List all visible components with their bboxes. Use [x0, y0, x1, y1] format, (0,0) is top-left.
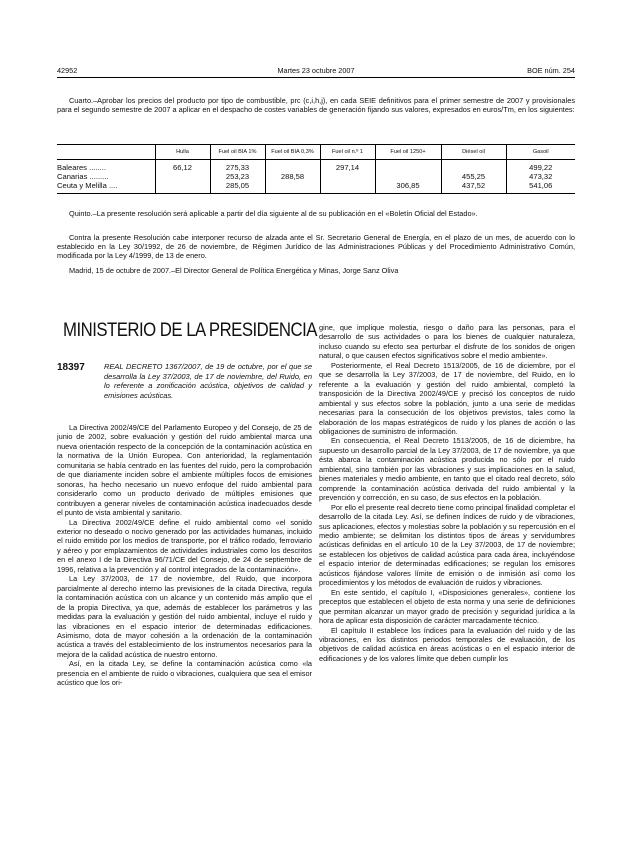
- body-paragraph: La Directiva 2002/49/CE del Parlamento Europeo y del Consejo, de 25 de junio de 2002, sobre evaluación y gestión del ruido ambiental marca una nueva orientación respecto de la concepción de la contaminación acústica en la normativa de la Unión Europea. Con anterioridad, la reglamentación comunitaria se había centrado en las fuentes del ruido, pero la comprobación de que diariamente inciden sobre el ambiente múltiples focos de emisiones sonoras, ha hecho necesario un nuevo enfoque del ruido ambiental para considerarlo como un producto derivado de múltiples emisiones que contribuyen a generar niveles de contaminación acústica inadecuados desde el punto de vista ambiental y sanitario.: [57, 423, 312, 518]
- gasoil-cell: [506, 160, 575, 194]
- quinto-paragraph: Quinto.–La presente resolución será aplicable a partir del día siguiente al de su publicación en el «Boletín Oficial del Estado».: [69, 209, 478, 218]
- fuel-1250-cell: [375, 160, 441, 194]
- body-paragraph: En este sentido, el capítulo I, «Disposiciones generales», contiene los preceptos que establecen el objeto de esta norma y una serie de definiciones que permitan alcanzar un mayor grado de precisión y seguridad jurídica a la hora de aplicar esta disposición de carácter marcadamente técnico.: [319, 587, 575, 626]
- region-cell: [57, 160, 155, 194]
- body-paragraph: La Directiva 2002/49/CE define el ruido ambiental como «el sonido exterior no deseado o nocivo generado por las actividades humanas, incluido el ruido emitido por los medios de transporte, por el tráfico rodado, ferroviario y aéreo y por emplazamientos de actividades industriales como los descritos en el anexo I de la Directiva 96/71/CE del Consejo, de 24 de septiembre de 1996, relativa a la prevención y al control integrados de la contaminación».: [57, 517, 312, 574]
- fuel-n1-cell: [320, 160, 375, 194]
- cell-value: 455,25: [461, 172, 486, 182]
- diesel-cell: [441, 160, 506, 194]
- body-paragraph: En consecuencia, el Real Decreto 1513/2005, de 16 de diciembre, ha supuesto un desarrollo parcial de la Ley 37/2003, de 17 de noviembre, ya que ésta abarca la contaminación acústica producida no sólo por el ruido ambiental, sino también por las vibraciones y sus implicaciones en la salud, bienes materiales y medio ambiente, en tanto que el citado real decreto, sólo comprende la contaminación acústica derivada del ruido ambiental y la prevención y corrección, en su caso, de sus efectos en la población.: [319, 436, 575, 503]
- cell-value: 297,14: [335, 163, 360, 172]
- cell-value: 253,23: [225, 172, 250, 182]
- cell-value: 437,52: [461, 181, 486, 191]
- region-name: Ceuta y Melilla ....: [57, 181, 118, 191]
- cell-value: 499,22: [529, 163, 553, 172]
- body-paragraph: Posteriormente, el Real Decreto 1513/2005, de 16 de diciembre, por el que se desarrolla la Ley 37/2003, de 17 de noviembre, del Ruido, en lo referente a la evaluación y gestión del ruido ambiental, completó la transposición de la Directiva 2002/49/CE y precisó los conceptos de ruido ambiental y sus efectos sobre la población, junto a una serie de medidas necesarias para la consecución de los objetivos previstos, tales como la elaboración de los mapas estratégicos de ruido y los planes de acción o las obligaciones de suministro de información.: [319, 360, 575, 436]
- cell-value: 288,58: [280, 172, 305, 182]
- hulla-cell: [155, 160, 210, 194]
- table-header: Fuel oil 1250+: [375, 145, 441, 160]
- table-row: [57, 160, 575, 194]
- page-header: [57, 66, 575, 76]
- table-header: [57, 145, 155, 160]
- publication-name: BOE núm. 254: [527, 66, 575, 75]
- signature-line: Madrid, 15 de octubre de 2007.–El Director General de Política Energética y Minas, Jorge Sanz Oliva: [69, 266, 399, 275]
- body-paragraph: Por ello el presente real decreto tiene como principal finalidad completar el desarrollo de la citada Ley. Así, se definen índices de ruido y de vibraciones, sus aplicaciones, efectos y molestias sobre la población y su repercusión en el medio ambiente; se delimitan los distintos tipos de áreas y servidumbres acústicas definidas en el artículo 10 de la Ley 37/2003, de 17 de noviembre; se establecen los objetivos de calidad acústica para cada área, incluyéndose el espacio interior de determinadas edificaciones; se regulan los emisores acústicos fijándose valores límite de emisión o de inmisión así como los procedimientos y los métodos de evaluación de ruidos y vibraciones.: [319, 502, 575, 588]
- body-paragraph: gine, que implique molestia, riesgo o daño para las personas, para el desarrollo de sus actividades o para los bienes de cualquier naturaleza, incluso cuando su efecto sea perturbar el disfrute de los sonidos de origen natural, o que causen efectos significativos sobre el medio ambiente».: [319, 323, 575, 361]
- recurso-paragraph: Contra la presente Resolución cabe interponer recurso de alzada ante el Sr. Secretario General de Energía, en el plazo de un mes, de acuerdo con lo establecido en la Ley 30/1992, de 26 de noviembre, de Régimen Jurídico de las Administraciones Públicas y del Procedimiento Administrativo Común, modificada por la Ley 4/1999, de 13 de enero.: [57, 233, 575, 261]
- cell-value: 306,85: [396, 181, 420, 191]
- cell-value: 541,06: [529, 181, 553, 191]
- region-name: Canarias .........: [57, 172, 109, 182]
- table-header: Fuel oil n.º 1: [320, 145, 375, 160]
- table-header: Gasoil: [506, 145, 575, 160]
- decree-number: 18397: [57, 362, 85, 373]
- body-paragraph: El capítulo II establece los índices para la evaluación del ruido y de las vibraciones, en los distintos periodos temporales de evaluación, de los objetivos de calidad acústica en áreas acústicas o en el espacio interior de edificaciones y de los valores límite que deben cumplir los: [319, 625, 575, 663]
- ministry-heading: MINISTERIO DE LA PRESIDENCIA: [63, 319, 317, 341]
- table-header-row: [57, 145, 575, 160]
- table-header: Fuel oil BIA 0,3%: [265, 145, 320, 160]
- table-header: Fuel oil BIA 1%: [210, 145, 265, 160]
- page-number: 42952: [57, 66, 78, 75]
- body-paragraph: Así, en la citada Ley, se define la contaminación acústica como «la presencia en el ambiente de ruido o vibraciones, cualquiera que sea el emisor acústico que los ori-: [57, 659, 312, 688]
- table-header: Hulla: [155, 145, 210, 160]
- fuel-bia1-cell: [210, 160, 265, 194]
- header-rule: [57, 77, 575, 78]
- cell-value: 275,33: [225, 163, 250, 172]
- table-header: Diésel oil: [441, 145, 506, 160]
- right-column: [319, 323, 575, 663]
- fuel-bia03-cell: [265, 160, 320, 194]
- body-paragraph: La Ley 37/2003, de 17 de noviembre, del Ruido, que incorpora parcialmente al derecho interno las previsiones de la citada Directiva, regula la contaminación acústica con un alcance y un contenido más amplio que el de la propia Directiva, ya que, además de establecer los parámetros y las medidas para la evaluación y gestión del ruido ambiental, incluye el ruido y las vibraciones en el espacio interior de determinadas edificaciones. Asimismo, dota de mayor cohesión a la ordenación de la contaminación acústica a través del establecimiento de los instrumentos necesarios para la mejora de la calidad acústica de nuestro entorno.: [57, 574, 312, 659]
- publication-date: Martes 23 octubre 2007: [277, 66, 355, 75]
- cell-value: 285,05: [225, 181, 250, 191]
- left-column: [57, 423, 312, 688]
- cell-value: 66,12: [172, 163, 192, 172]
- cell-value: 473,32: [529, 172, 553, 182]
- decree-title: REAL DECRETO 1367/2007, de 19 de octubre, por el que se desarrolla la Ley 37/2003, de 17 de noviembre, del Ruido, en lo referente a zonificación acústica, objetivos de calidad y emisiones acústicas.: [104, 362, 312, 400]
- price-table: [57, 144, 575, 194]
- region-name: Baleares ........: [57, 163, 106, 172]
- intro-paragraph: Cuarto.–Aprobar los precios del producto por tipo de combustible, prc (c,i,h,j), en cada SEIE definitivos para el primer semestre de 2007 y provisionales para el segundo semestre de 2007 a aplicar en el despacho de costes variables de generación fijando sus valores, expresados en euros/Tm, en los siguientes:: [57, 96, 575, 115]
